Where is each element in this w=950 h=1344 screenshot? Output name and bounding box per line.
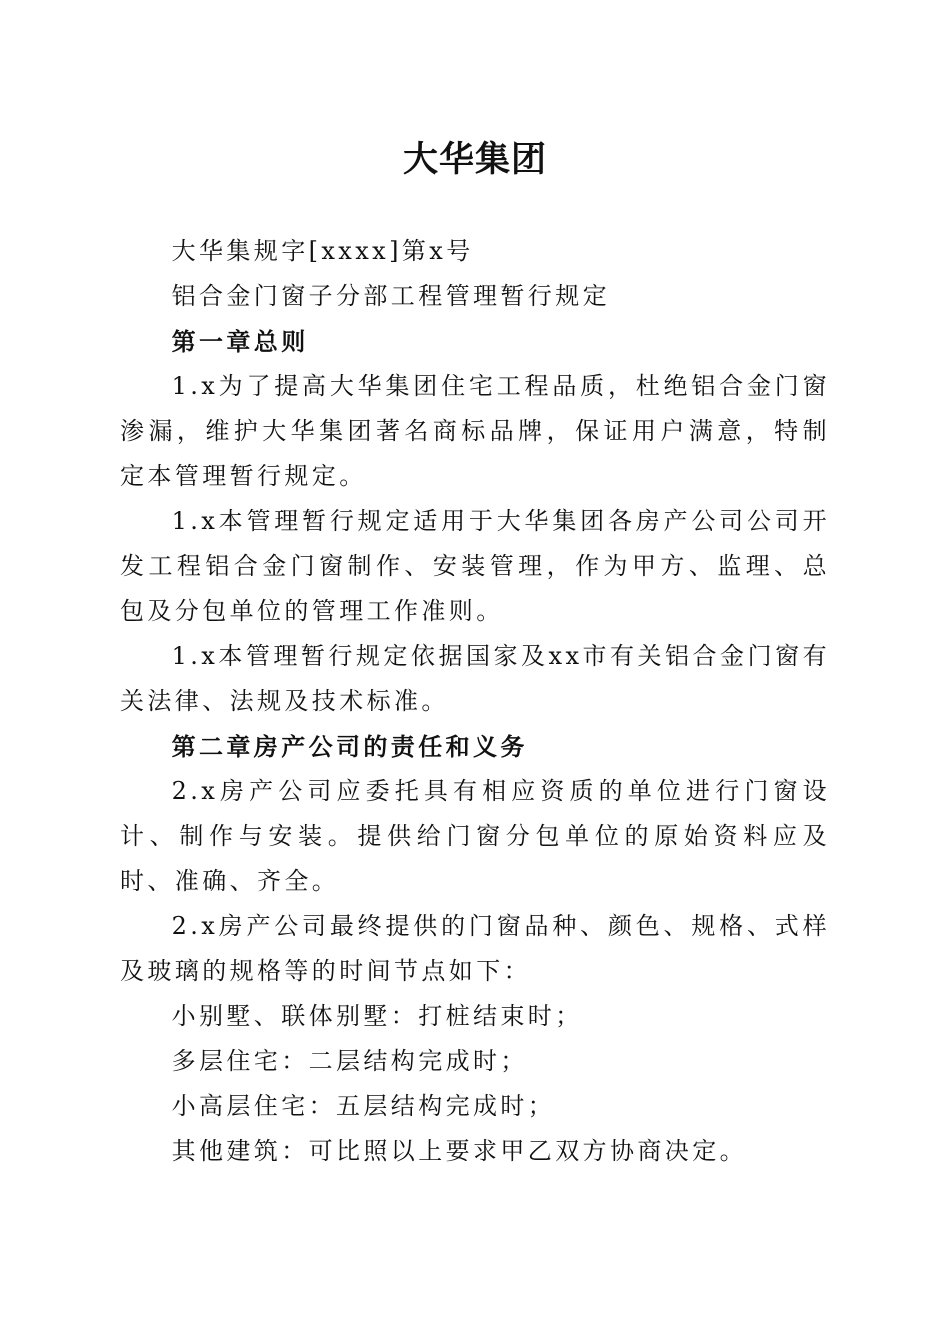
article-1-2: 1.x本管理暂行规定适用于大华集团各房产公司公司开发工程铝合金门窗制作、安装管理，作为甲方、监理、总包及分包单位的管理工作准则。 <box>120 507 830 625</box>
article-2-2: 2.x房产公司最终提供的门窗品种、颜色、规格、式样及玻璃的规格等的时间节点如下： <box>120 912 830 985</box>
list-item-other: 其他建筑：可比照以上要求甲乙双方协商决定。 <box>171 1137 747 1165</box>
list-item-multistory: 多层住宅：二层结构完成时； <box>171 1047 528 1075</box>
document-body <box>120 229 830 1174</box>
article-1-3: 1.x本管理暂行规定依据国家及xx市有关铝合金门窗有关法律、法规及技术标准。 <box>120 642 830 715</box>
article-2-1: 2.x房产公司应委托具有相应资质的单位进行门窗设计、制作与安装。提供给门窗分包单位的原始资料应及时、准确、齐全。 <box>120 777 830 895</box>
list-item-villa: 小别墅、联体别墅：打桩结束时； <box>171 1002 583 1030</box>
document-number: 大华集规字[xxxx]第x号 <box>171 237 474 265</box>
article-1-1: 1.x为了提高大华集团住宅工程品质，杜绝铝合金门窗渗漏，维护大华集团著名商标品牌，保证用户满意，特制定本管理暂行规定。 <box>120 372 830 490</box>
list-item-midrise: 小高层住宅：五层结构完成时； <box>171 1092 556 1120</box>
chapter-1-heading: 第一章总则 <box>171 327 309 356</box>
chapter-2-heading: 第二章房产公司的责任和义务 <box>171 732 528 761</box>
regulation-title: 铝合金门窗子分部工程管理暂行规定 <box>171 282 610 310</box>
document-title: 大华集团 <box>402 140 547 180</box>
